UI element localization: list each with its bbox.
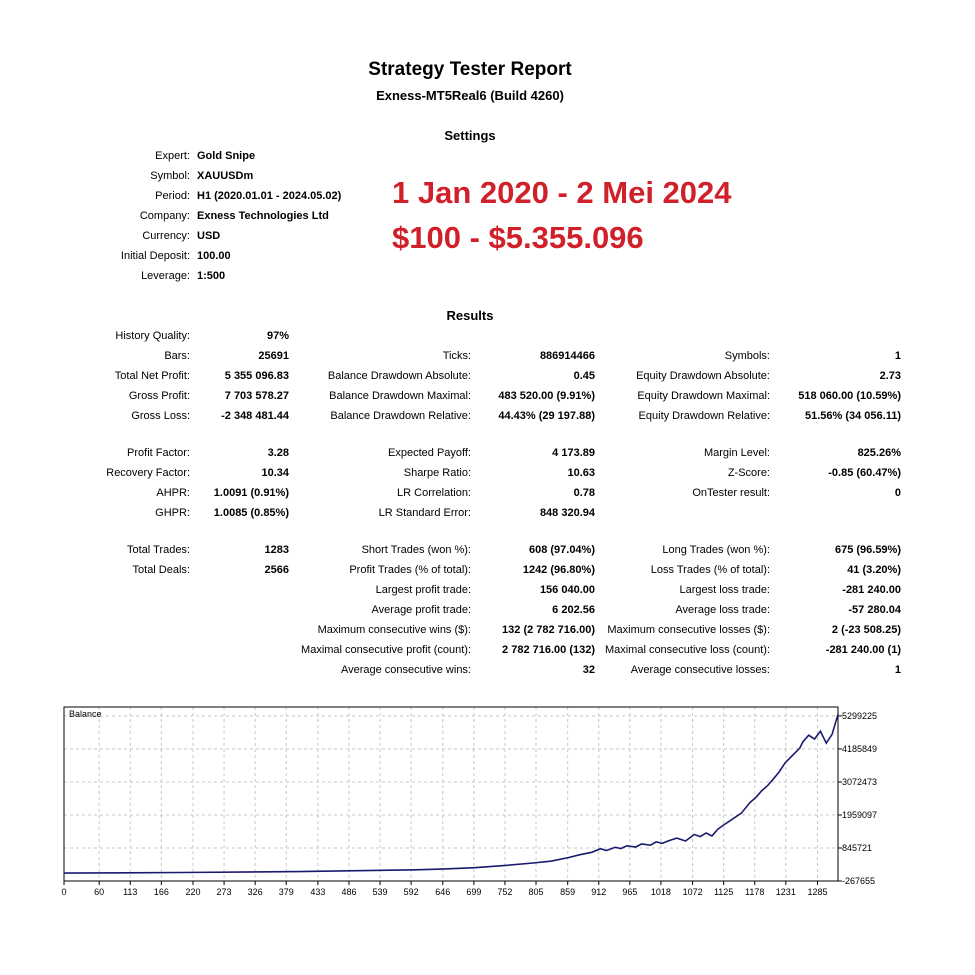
result-value: 0.78 xyxy=(573,487,595,499)
result-value: 10.63 xyxy=(567,467,595,479)
x-tick-label: 379 xyxy=(278,887,294,897)
result-value: -281 240.00 xyxy=(842,584,901,596)
result-value: 5 355 096.83 xyxy=(224,370,289,382)
result-value: 132 (2 782 716.00) xyxy=(502,624,595,636)
result-value: 2.73 xyxy=(879,370,901,382)
result-label: Recovery Factor: xyxy=(106,467,190,479)
x-tick-label: 1072 xyxy=(682,887,703,897)
result-value: 1.0091 (0.91%) xyxy=(213,487,289,499)
x-tick-label: 699 xyxy=(466,887,482,897)
settings-label: Company: xyxy=(139,210,190,222)
result-label: Sharpe Ratio: xyxy=(403,467,471,479)
y-tick-label: 845721 xyxy=(842,842,873,853)
y-tick-label: 1959097 xyxy=(842,809,878,820)
settings-label: Leverage: xyxy=(141,270,190,282)
result-label: Gross Loss: xyxy=(131,410,190,422)
result-label: Largest profit trade: xyxy=(375,584,471,596)
result-value: 2 (-23 508.25) xyxy=(831,624,901,636)
y-tick-label: -267655 xyxy=(842,876,876,886)
result-value: 32 xyxy=(582,664,595,676)
result-label: Maximal consecutive loss (count): xyxy=(604,644,770,656)
result-label: Equity Drawdown Relative: xyxy=(638,410,770,422)
settings-value: 1:500 xyxy=(197,270,226,282)
x-tick-label: 859 xyxy=(560,887,576,897)
result-label: Largest loss trade: xyxy=(679,584,770,596)
x-tick-label: 113 xyxy=(123,887,138,897)
chart-grid xyxy=(64,707,838,881)
result-value: 4 173.89 xyxy=(552,447,595,459)
result-label: OnTester result: xyxy=(692,487,770,499)
result-value: -2 348 481.44 xyxy=(221,410,289,422)
settings-value: Exness Technologies Ltd xyxy=(197,210,329,222)
result-value: 2566 xyxy=(264,564,289,576)
settings-label: Currency: xyxy=(142,230,190,242)
x-tick-label: 486 xyxy=(341,887,357,897)
result-label: Long Trades (won %): xyxy=(662,544,770,556)
result-value: 44.43% (29 197.88) xyxy=(498,410,595,422)
result-label: Profit Factor: xyxy=(127,447,190,459)
result-value: 483 520.00 (9.91%) xyxy=(498,390,595,402)
result-value: 1 xyxy=(894,664,901,676)
y-tick-label: 4185849 xyxy=(842,743,878,754)
x-tick-label: 965 xyxy=(622,887,638,897)
result-value: 848 320.94 xyxy=(539,507,595,519)
balance-chart xyxy=(0,700,975,910)
result-value: 886914466 xyxy=(539,350,595,362)
x-tick-label: 1231 xyxy=(775,887,796,897)
x-tick-label: 273 xyxy=(216,887,232,897)
balance-range-overlay: $100 - $5.355.096 xyxy=(392,220,644,255)
result-label: Balance Drawdown Relative: xyxy=(330,410,471,422)
result-label: Short Trades (won %): xyxy=(361,544,471,556)
settings-value: Gold Snipe xyxy=(197,150,256,162)
result-label: Z-Score: xyxy=(727,467,770,479)
result-label: LR Correlation: xyxy=(397,487,471,499)
result-value: 41 (3.20%) xyxy=(847,564,901,576)
x-tick-label: 0 xyxy=(61,887,67,897)
result-label: AHPR: xyxy=(156,487,190,499)
result-label: Average profit trade: xyxy=(371,604,471,616)
settings-label: Expert: xyxy=(155,150,190,162)
x-tick-label: 752 xyxy=(497,887,513,897)
result-value: -281 240.00 (1) xyxy=(825,644,901,656)
x-tick-label: 1125 xyxy=(713,887,734,897)
x-tick-label: 166 xyxy=(153,887,169,897)
result-value: 518 060.00 (10.59%) xyxy=(798,390,901,402)
x-tick-label: 539 xyxy=(372,887,388,897)
result-label: Maximum consecutive losses ($): xyxy=(607,624,770,636)
result-label: Balance Drawdown Absolute: xyxy=(327,370,471,382)
result-label: LR Standard Error: xyxy=(378,507,471,519)
result-value: 1 xyxy=(894,350,901,362)
result-label: Expected Payoff: xyxy=(388,447,471,459)
result-label: Maximal consecutive profit (count): xyxy=(301,644,471,656)
result-label: History Quality: xyxy=(115,330,190,342)
result-value: 825.26% xyxy=(857,447,901,459)
result-label: Equity Drawdown Maximal: xyxy=(637,390,770,402)
settings-value: H1 (2020.01.01 - 2024.05.02) xyxy=(197,190,342,202)
result-label: Total Trades: xyxy=(127,544,190,556)
x-tick-label: 220 xyxy=(185,887,201,897)
x-tick-label: 1285 xyxy=(807,887,828,897)
result-label: GHPR: xyxy=(155,507,190,519)
result-label: Total Deals: xyxy=(132,564,190,576)
x-tick-label: 646 xyxy=(435,887,451,897)
result-label: Total Net Profit: xyxy=(114,370,190,382)
result-value: 156 040.00 xyxy=(539,584,595,596)
result-value: 6 202.56 xyxy=(552,604,595,616)
x-tick-label: 912 xyxy=(591,887,607,897)
result-label: Equity Drawdown Absolute: xyxy=(636,370,770,382)
y-tick-label: 5299225 xyxy=(842,710,878,721)
result-label: Loss Trades (% of total): xyxy=(650,564,770,576)
result-value: 1283 xyxy=(264,544,289,556)
result-value: 608 (97.04%) xyxy=(528,544,595,556)
result-label: Average consecutive wins: xyxy=(340,664,471,676)
result-label: Average consecutive losses: xyxy=(630,664,770,676)
result-value: 2 782 716.00 (132) xyxy=(502,644,595,656)
chart-title: Balance xyxy=(69,709,102,719)
result-label: Gross Profit: xyxy=(128,390,190,402)
result-value: -57 280.04 xyxy=(848,604,901,616)
y-tick-label: 3072473 xyxy=(842,776,878,787)
result-value: 7 703 578.27 xyxy=(224,390,289,402)
result-value: 1242 (96.80%) xyxy=(522,564,595,576)
result-value: 1.0085 (0.85%) xyxy=(213,507,289,519)
date-range-overlay: 1 Jan 2020 - 2 Mei 2024 xyxy=(392,175,732,210)
result-value: 97% xyxy=(266,330,289,342)
result-label: Average loss trade: xyxy=(675,604,770,616)
result-value: 0 xyxy=(894,487,901,499)
settings-label: Initial Deposit: xyxy=(120,250,190,262)
x-tick-label: 592 xyxy=(403,887,419,897)
results-heading: Results xyxy=(446,308,494,323)
x-tick-label: 60 xyxy=(94,887,105,897)
result-value: 3.28 xyxy=(267,447,289,459)
result-value: 51.56% (34 056.11) xyxy=(804,410,901,422)
x-tick-label: 1178 xyxy=(745,887,765,897)
result-value: 25691 xyxy=(258,350,289,362)
result-label: Profit Trades (% of total): xyxy=(349,564,471,576)
settings-value: 100.00 xyxy=(197,250,231,262)
result-label: Bars: xyxy=(164,350,190,362)
settings-label: Symbol: xyxy=(150,170,190,182)
balance-series-line xyxy=(64,714,838,873)
result-value: -0.85 (60.47%) xyxy=(828,467,901,479)
x-tick-label: 1018 xyxy=(650,887,671,897)
result-value: 10.34 xyxy=(261,467,289,479)
result-label: Maximum consecutive wins ($): xyxy=(317,624,471,636)
settings-label: Period: xyxy=(155,190,190,202)
x-tick-label: 433 xyxy=(310,887,326,897)
result-value: 0.45 xyxy=(573,370,595,382)
settings-heading: Settings xyxy=(444,128,496,143)
settings-value: XAUUSDm xyxy=(197,170,254,182)
report-subtitle: Exness-MT5Real6 (Build 4260) xyxy=(376,88,564,103)
result-label: Symbols: xyxy=(724,350,770,362)
result-value: 675 (96.59%) xyxy=(834,544,901,556)
x-tick-label: 326 xyxy=(247,887,263,897)
x-tick-label: 805 xyxy=(528,887,544,897)
chart-frame xyxy=(64,707,838,881)
settings-value: USD xyxy=(197,230,221,242)
result-label: Ticks: xyxy=(442,350,471,362)
result-label: Margin Level: xyxy=(703,447,770,459)
report-title: Strategy Tester Report xyxy=(368,59,572,80)
result-label: Balance Drawdown Maximal: xyxy=(329,390,471,402)
